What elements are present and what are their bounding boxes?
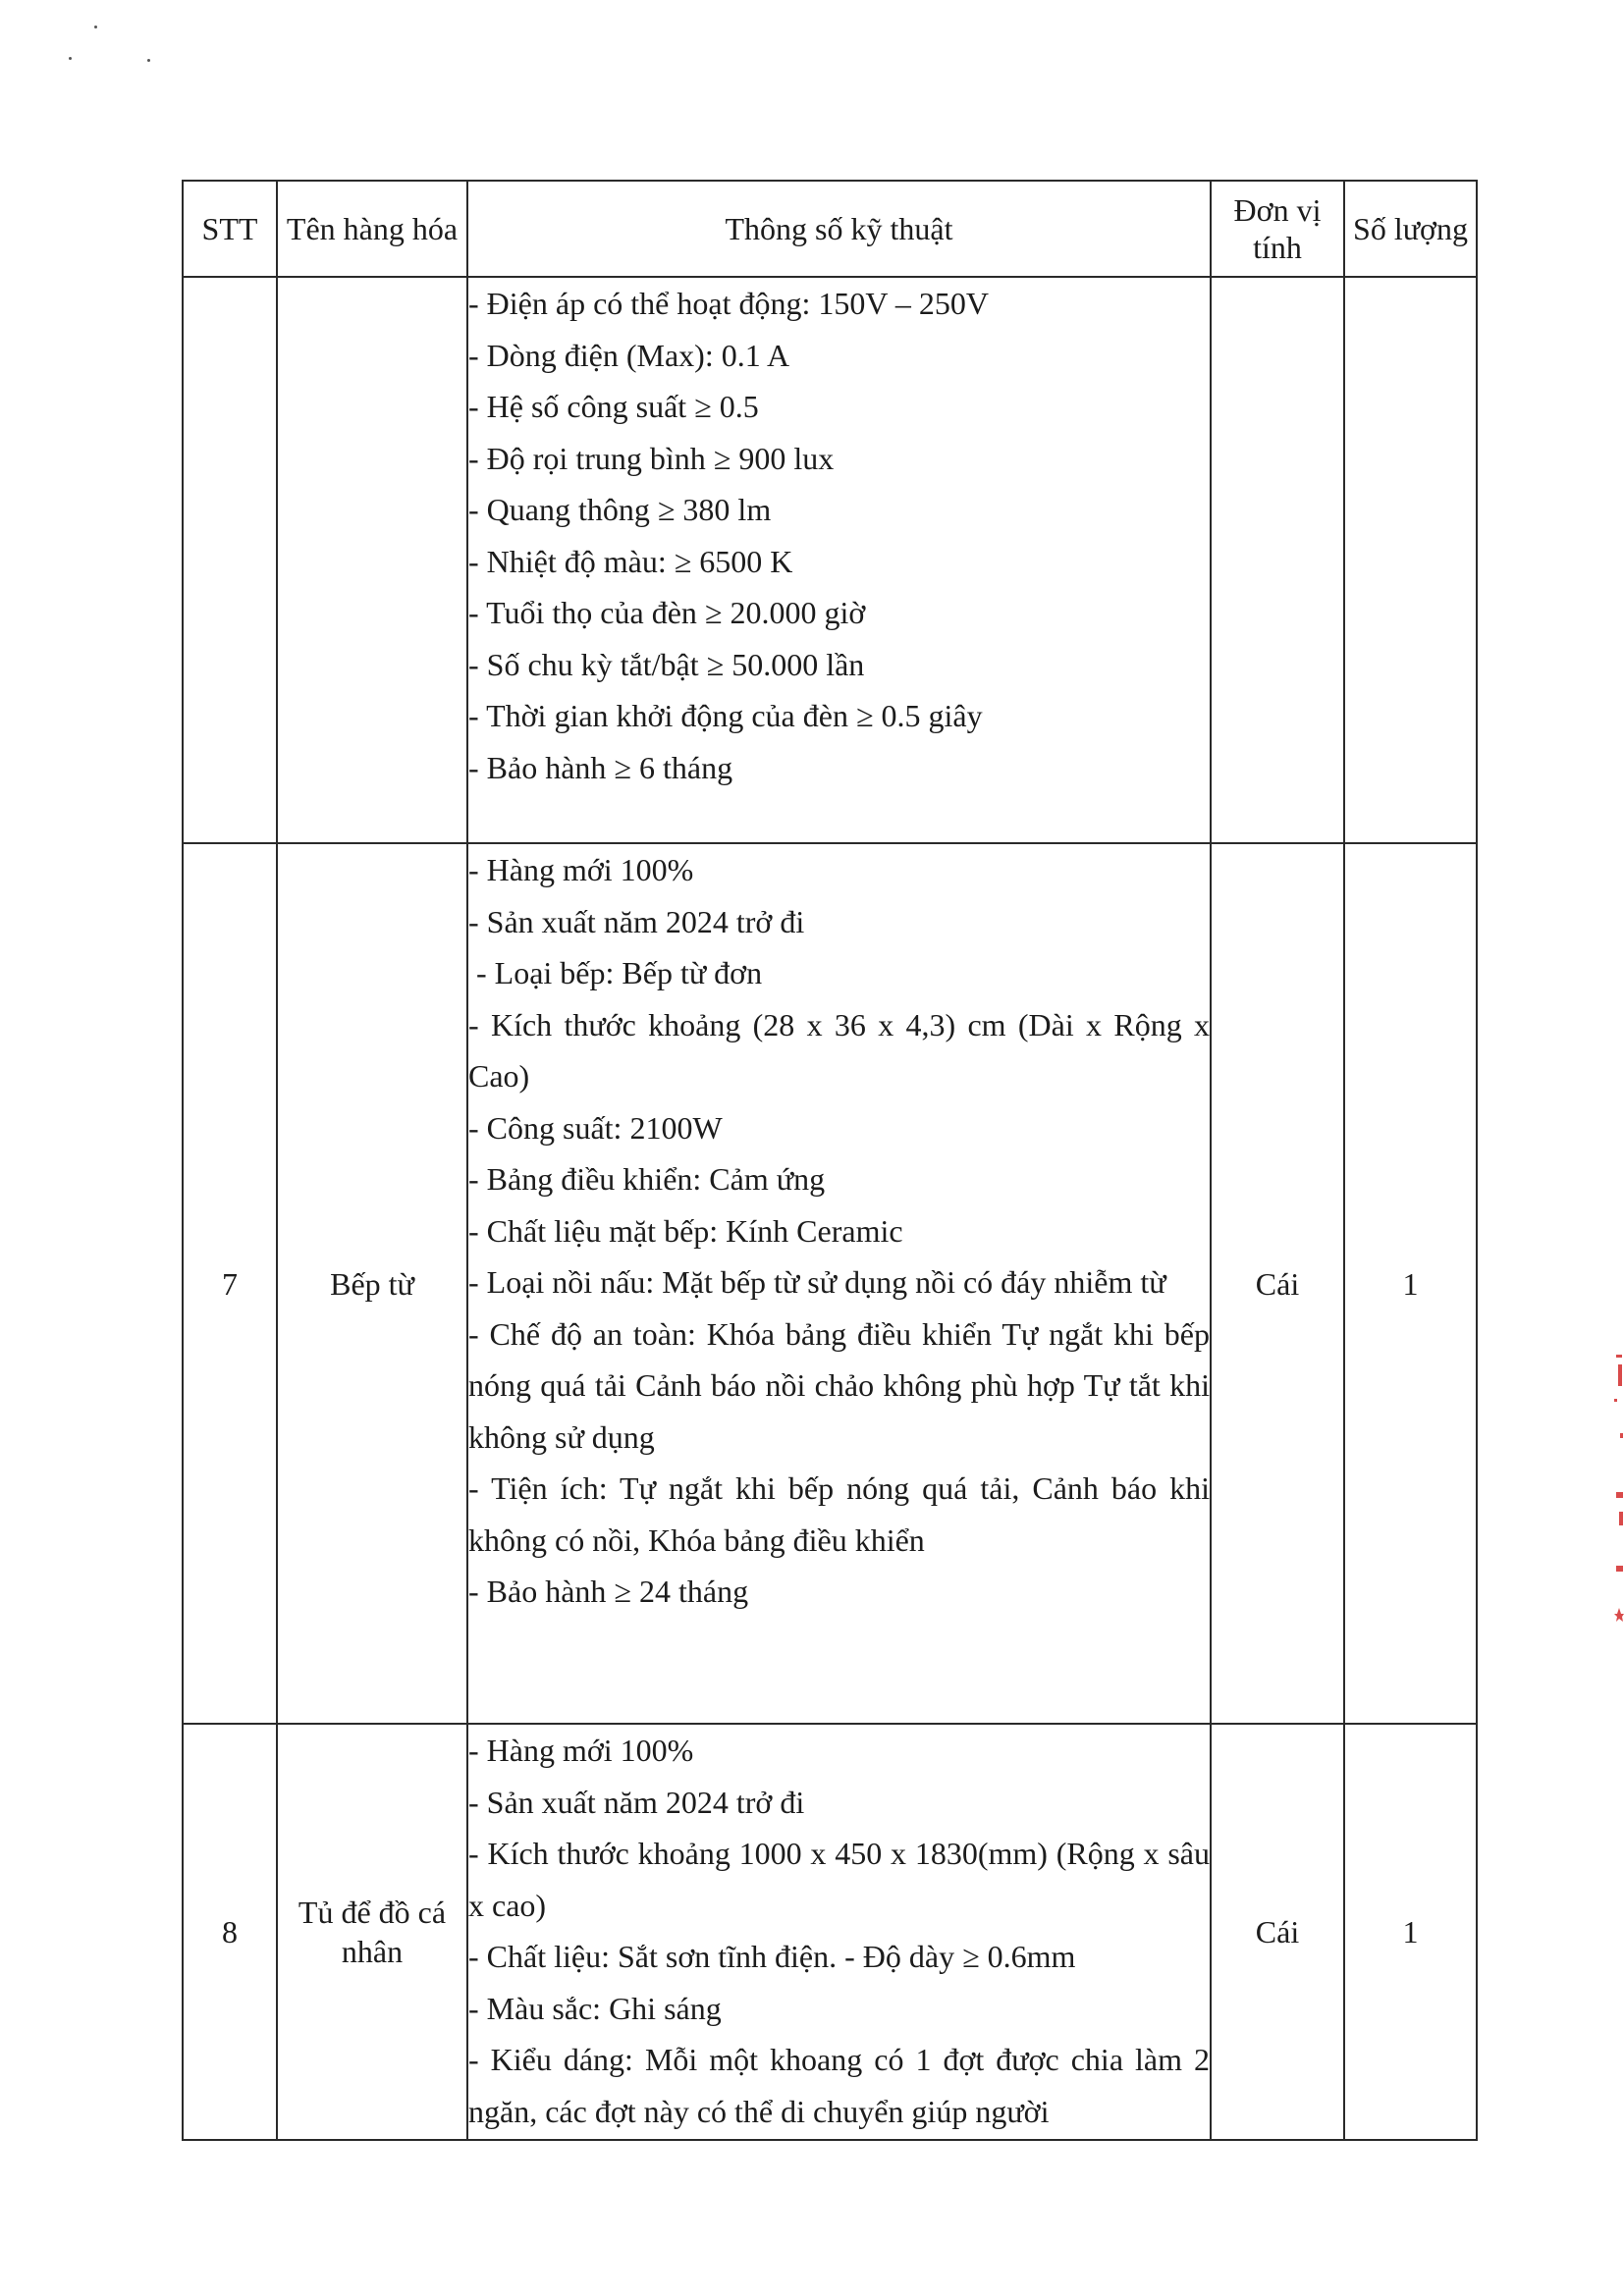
unit-cell: Cái bbox=[1211, 1724, 1344, 2140]
spec-line: - Kích thước khoảng (28 x 36 x 4,3) cm (Dài x Rộng x Cao) bbox=[468, 1006, 1210, 1094]
spec-line: - Sản xuất năm 2024 trở đi bbox=[468, 1784, 805, 1820]
spec-line: - Điện áp có thể hoạt động: 150V – 250V bbox=[468, 286, 989, 321]
seal-fragment-icon bbox=[1610, 1345, 1624, 1639]
header-unit: Đơn vị tính bbox=[1211, 181, 1344, 277]
spec-line: - Thời gian khởi động của đèn ≥ 0.5 giây bbox=[468, 698, 983, 733]
spec-line: - Loại nồi nấu: Mặt bếp từ sử dụng nồi có đáy nhiễm từ bbox=[468, 1264, 1166, 1300]
spec-cell bbox=[467, 1724, 1211, 2140]
header-item-name: Tên hàng hóa bbox=[277, 181, 467, 277]
spec-line: - Sản xuất năm 2024 trở đi bbox=[468, 903, 805, 939]
header-stt: STT bbox=[183, 181, 277, 277]
stt-cell: 7 bbox=[183, 843, 277, 1724]
spec-line: - Dòng điện (Max): 0.1 A bbox=[468, 337, 790, 373]
table-row bbox=[183, 843, 1477, 1724]
spec-line: - Màu sắc: Ghi sáng bbox=[468, 1990, 722, 2026]
spec-table bbox=[182, 180, 1478, 2141]
spec-line: - Hàng mới 100% bbox=[468, 852, 694, 887]
spec-line: - Công suất: 2100W bbox=[468, 1109, 723, 1146]
stt-cell: 8 bbox=[183, 1724, 277, 2140]
spec-line: - Tuổi thọ của đèn ≥ 20.000 giờ bbox=[468, 595, 866, 630]
unit-cell: Cái bbox=[1211, 843, 1344, 1724]
spec-line: - Hệ số công suất ≥ 0.5 bbox=[468, 389, 759, 424]
scan-speck bbox=[94, 26, 97, 28]
spec-line: - Tiện ích: Tự ngắt khi bếp nóng quá tải, Cảnh báo khi không có nồi, Khóa bảng điều khiển bbox=[468, 1470, 1210, 1558]
stt-cell bbox=[183, 277, 277, 843]
spec-line: - Loại bếp: Bếp từ đơn bbox=[476, 955, 763, 990]
item-name-cell bbox=[277, 277, 467, 843]
scan-speck bbox=[147, 59, 150, 62]
table-header-row bbox=[183, 181, 1477, 277]
table-row bbox=[183, 1724, 1477, 2140]
quantity-cell: 1 bbox=[1344, 843, 1477, 1724]
spec-line: - Số chu kỳ tắt/bật ≥ 50.000 lần bbox=[468, 646, 865, 682]
spec-line: - Chất liệu: Sắt sơn tĩnh điện. - Độ dày ≥ 0.6mm bbox=[468, 1939, 1076, 1974]
item-name-cell: Tủ để đồ cá nhân bbox=[277, 1724, 467, 2140]
spec-line: - Hàng mới 100% bbox=[468, 1733, 694, 1768]
spec-line: - Nhiệt độ màu: ≥ 6500 K bbox=[468, 543, 793, 579]
spec-cell bbox=[467, 277, 1211, 843]
spec-line: - Bảng điều khiển: Cảm ứng bbox=[468, 1161, 826, 1197]
spec-line: - Kích thước khoảng 1000 x 450 x 1830(mm) (Rộng x sâu x cao) bbox=[468, 1836, 1210, 1923]
table-row bbox=[183, 277, 1477, 843]
scan-speck bbox=[69, 57, 72, 60]
spec-cell bbox=[467, 843, 1211, 1724]
spec-line: - Kiểu dáng: Mỗi một khoang có 1 đợt được chia làm 2 ngăn, các đợt này có thể di chuyển giúp người bbox=[468, 2042, 1210, 2129]
spec-line: - Độ rọi trung bình ≥ 900 lux bbox=[468, 440, 835, 476]
quantity-cell bbox=[1344, 277, 1477, 843]
red-seal-stamp-edge bbox=[1610, 1345, 1624, 1639]
quantity-cell: 1 bbox=[1344, 1724, 1477, 2140]
spec-line: - Quang thông ≥ 380 lm bbox=[468, 492, 772, 527]
unit-cell bbox=[1211, 277, 1344, 843]
header-quantity: Số lượng bbox=[1344, 181, 1477, 277]
header-spec: Thông số kỹ thuật bbox=[467, 181, 1211, 277]
spec-line: - Chế độ an toàn: Khóa bảng điều khiển Tự ngắt khi bếp nóng quá tải Cảnh báo nồi chảo không phù hợp Tự tắt khi không sử dụng bbox=[468, 1315, 1210, 1455]
item-name-cell: Bếp từ bbox=[277, 843, 467, 1724]
spec-line: - Chất liệu mặt bếp: Kính Ceramic bbox=[468, 1212, 903, 1249]
spec-line: - Bảo hành ≥ 24 tháng bbox=[468, 1574, 749, 1609]
spec-line: - Bảo hành ≥ 6 tháng bbox=[468, 749, 733, 785]
